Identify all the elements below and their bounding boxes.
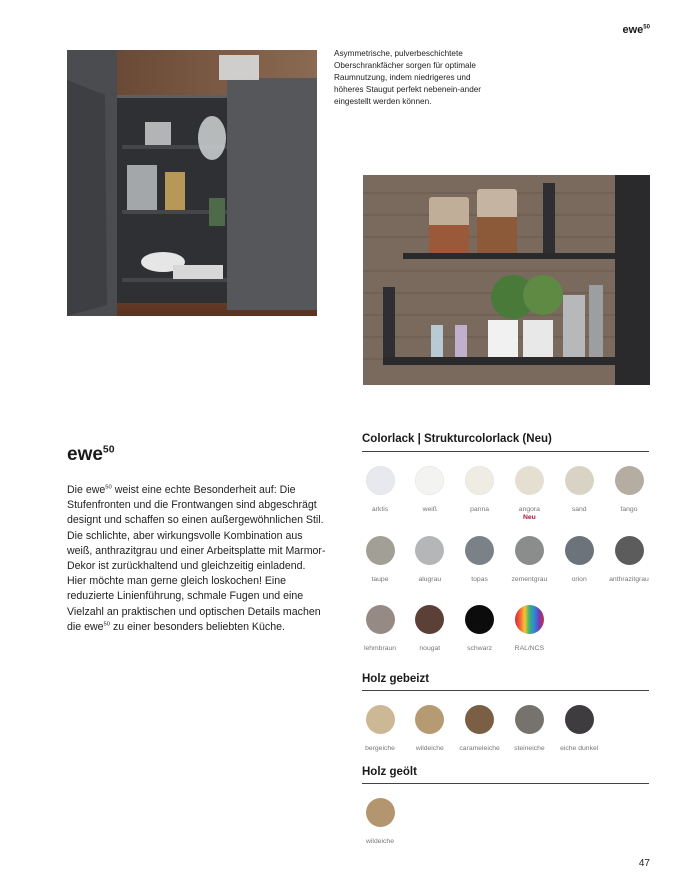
swatch-label: lehmbraun: [363, 645, 397, 652]
color-swatch: [565, 536, 594, 565]
swatch-label: weiß: [422, 506, 437, 513]
section-divider: [362, 783, 649, 784]
color-swatch: [366, 536, 395, 565]
photo-open-cabinet: [67, 50, 317, 316]
color-swatch: [415, 536, 444, 565]
color-swatch: [366, 605, 395, 634]
cabinet-illustration: [67, 50, 317, 316]
color-swatch: [366, 705, 395, 734]
body-text-run: weist eine echte Besonderheit auf: Die Stufenfronten und die Frontwangen sind abgeschrägt designt und schaffen so einen außergewöhnlichen Stil. Die schlichte, aber wirkungsvolle Kombination aus weiß, anthrazitgrau und einer Arbeitsplatte mit Marmor-Dekor ist zurückhaltend und gleichzeitig einladend. Hier möchte man gerne gleich loskochen! Eine reduzierte Linienführung, schmale Fugen und eine Vielzahl an praktischen und optischen Details machen die ewe: [67, 484, 326, 633]
section-title: Holz geölt: [362, 766, 417, 778]
swatch-label: topas: [471, 576, 488, 583]
section-divider: [362, 451, 649, 452]
color-swatch: [415, 466, 444, 495]
color-swatch: [465, 466, 494, 495]
swatch-label: orion: [571, 576, 587, 583]
color-swatch: [565, 466, 594, 495]
swatch-label: alugrau: [418, 576, 442, 583]
swatch-label: steineiche: [514, 745, 545, 752]
swatch-label: RAL/NCS: [514, 645, 545, 652]
article-title: [67, 444, 115, 466]
color-swatch: [465, 705, 494, 734]
section-title: Colorlack | Strukturcolorlack (Neu): [362, 433, 552, 445]
color-swatch: [515, 605, 544, 634]
article-title-text: ewe: [67, 444, 103, 465]
swatch-label: nougat: [419, 645, 441, 652]
color-swatch: [565, 705, 594, 734]
brand-sup: 50: [643, 24, 650, 31]
color-swatch: [515, 705, 544, 734]
section-title: Holz gebeizt: [362, 673, 430, 685]
color-swatch: [515, 466, 544, 495]
swatch-item: [600, 536, 658, 583]
brand-tag: [622, 24, 650, 36]
shelves-illustration: [363, 175, 650, 385]
article-body: [67, 483, 327, 635]
color-swatch: [366, 466, 395, 495]
swatch-label: bergeiche: [365, 745, 395, 752]
swatch-label: taupe: [371, 576, 389, 583]
color-swatch: [515, 536, 544, 565]
color-swatch: [366, 798, 395, 827]
color-swatch: [615, 536, 644, 565]
swatch-label: angora: [518, 506, 540, 513]
body-text-run: Die ewe: [67, 484, 106, 496]
body-superscript: 50: [105, 484, 112, 491]
color-swatch: [465, 536, 494, 565]
swatch-item: [351, 798, 409, 845]
body-text-run: zu einer besonders beliebten Küche.: [110, 620, 285, 633]
color-swatch: [415, 705, 444, 734]
body-superscript: 50: [103, 621, 110, 628]
swatch-label: panna: [470, 506, 490, 513]
color-swatch: [615, 466, 644, 495]
swatch-label: sand: [571, 506, 587, 513]
photo-wall-shelves: [363, 175, 650, 385]
swatch-item: [500, 605, 558, 652]
color-swatch: [415, 605, 444, 634]
section-divider: [362, 690, 649, 691]
swatch-label: wildeiche: [415, 745, 444, 752]
swatch-item: [550, 705, 608, 752]
swatch-label: fango: [620, 506, 638, 513]
new-badge: Neu: [522, 514, 536, 521]
photo-caption: Asymmetrische, pulverbeschichtete Oberschrankfächer sorgen für optimale Raumnutzung, indem niedrigeres und höheres Staugut perfekt nebenein-ander eingestellt werden können.: [334, 49, 482, 106]
article-title-sup: 50: [102, 444, 115, 456]
swatch-label: eiche dunkel: [560, 745, 599, 752]
page-number: 47: [638, 858, 650, 869]
swatch-label: carameleiche: [459, 745, 500, 752]
swatch-item: [600, 466, 658, 513]
swatch-label: anthrazitgrau: [609, 576, 649, 583]
brand-name: ewe: [622, 24, 644, 36]
swatch-label: arktis: [371, 506, 389, 513]
swatch-label: zementgrau: [511, 576, 548, 583]
swatch-label: schwarz: [467, 645, 493, 652]
color-swatch: [465, 605, 494, 634]
swatch-label: wildeiche: [366, 838, 394, 845]
